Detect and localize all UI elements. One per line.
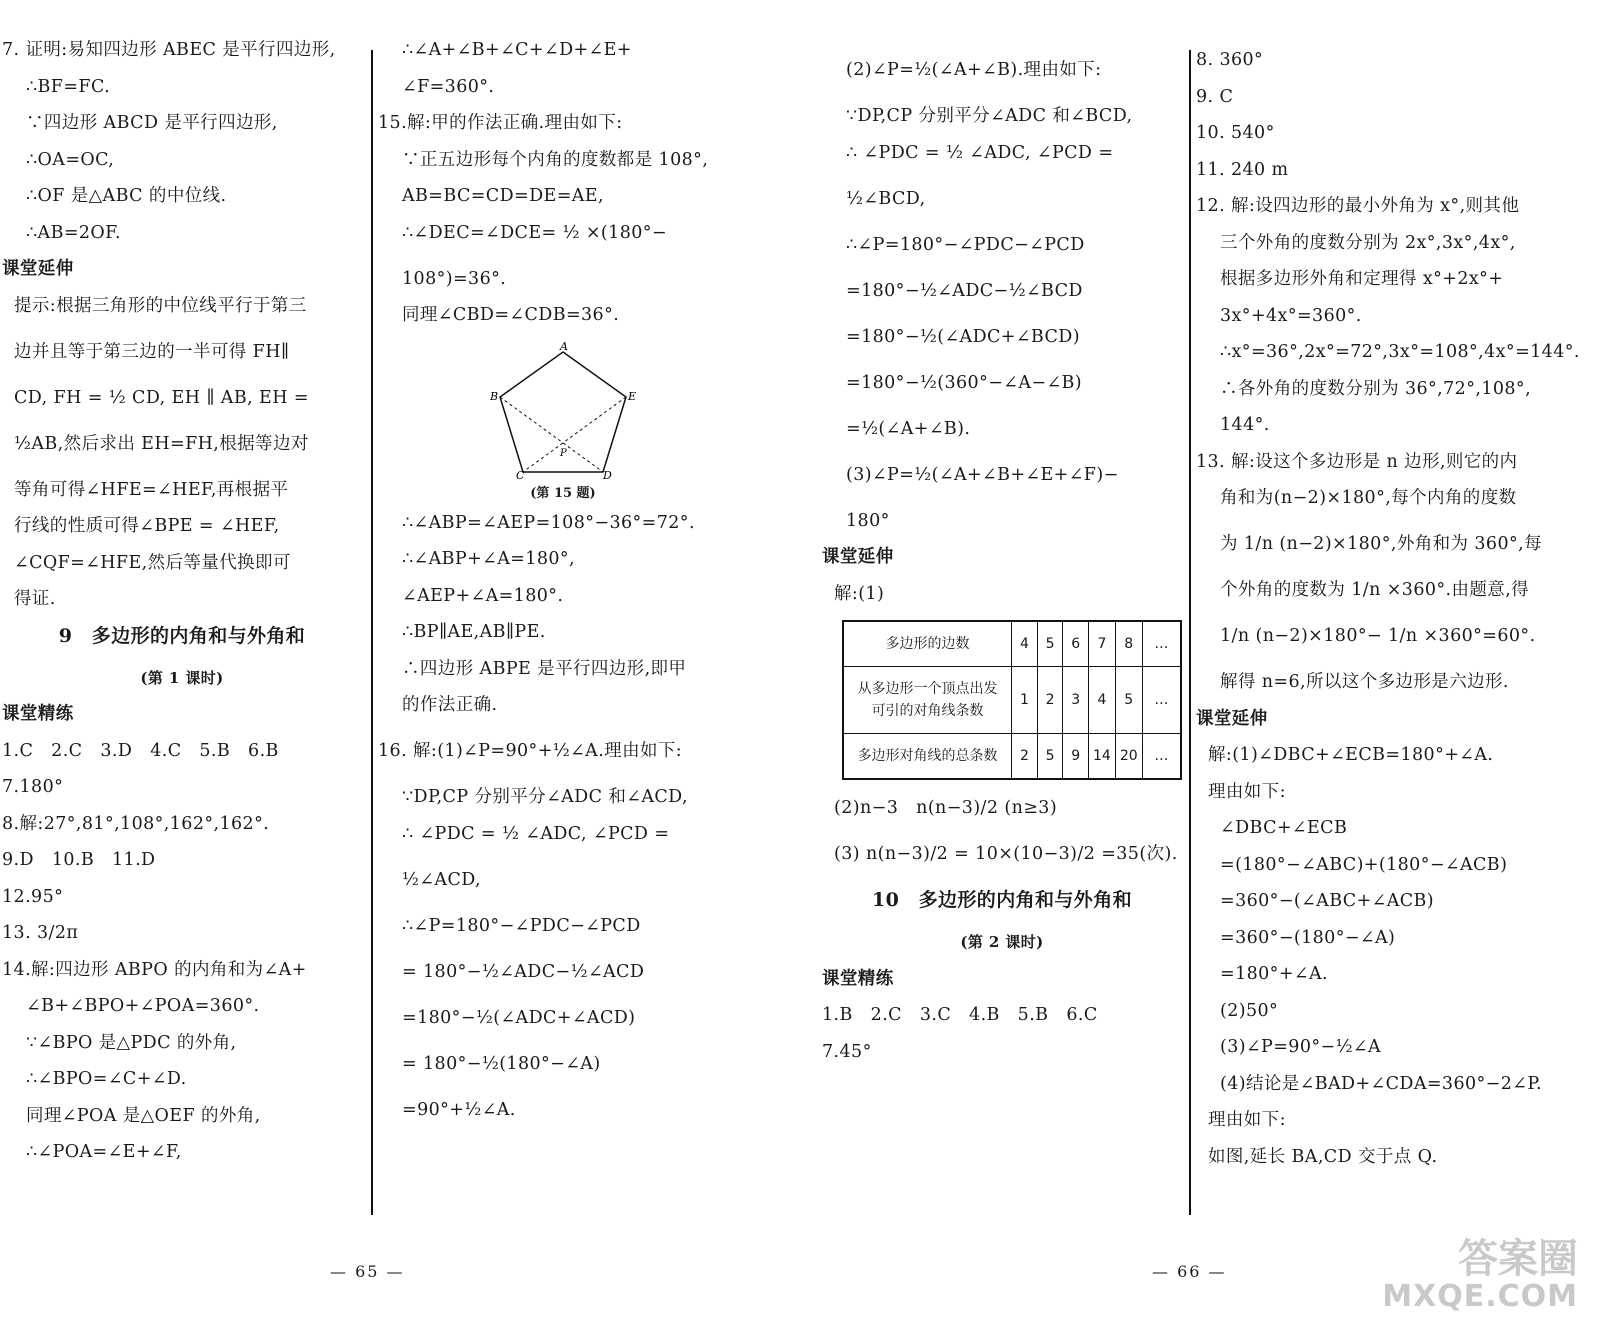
- text-line: ∠F=360°.: [402, 76, 495, 97]
- text-line: (4)结论是∠BAD+∠CDA=360°−2∠P.: [1220, 1073, 1542, 1094]
- label-d: D: [603, 468, 612, 480]
- text-line: =180°−½(∠ADC+∠ACD): [402, 1007, 636, 1028]
- text-line: ∴各外角的度数分别为 36°,72°,108°,: [1220, 378, 1532, 399]
- answer-line: 9. C: [1196, 86, 1234, 107]
- column-divider: [371, 50, 373, 1215]
- text-line: = 180°−½∠ADC−½∠ACD: [402, 961, 645, 982]
- section-heading: 课堂延伸: [822, 547, 894, 567]
- text-line: 同理∠CBD=∠CDB=36°.: [402, 305, 620, 325]
- text-line: 三个外角的度数分别为 2x°,3x°,4x°,: [1220, 232, 1516, 253]
- label-p: P: [560, 447, 567, 459]
- text-line: =(180°−∠ABC)+(180°−∠ACB): [1220, 854, 1508, 875]
- label-a: A: [560, 341, 568, 353]
- table-cell: …: [1142, 621, 1181, 667]
- text-line: (2)n−3 n(n−3)/2 (n≥3): [834, 798, 1058, 818]
- text-line: ∠CQF=∠HFE,然后等量代换即可: [14, 552, 291, 573]
- page-number-right: — 66 —: [1152, 1262, 1227, 1281]
- watermark-text: 答案圈: [1458, 1236, 1578, 1282]
- table-cell: 6: [1063, 621, 1089, 667]
- text-line: 13. 解:设这个多边形是 n 边形,则它的内: [1196, 451, 1518, 472]
- table-cell: 14: [1089, 734, 1116, 780]
- answer-line: 7.45°: [822, 1041, 872, 1062]
- label-b: B: [490, 389, 499, 403]
- text-line: 7. 证明:易知四边形 ABEC 是平行四边形,: [2, 40, 336, 60]
- text-line: ∵DP,CP 分别平分∠ADC 和∠BCD,: [846, 106, 1133, 126]
- answer-line: 8. 360°: [1196, 50, 1264, 70]
- text-line: ½∠BCD,: [846, 188, 926, 209]
- text-line: ∴BF=FC.: [26, 76, 111, 97]
- text-line: ∴∠ABP=∠AEP=108°−36°=72°.: [402, 512, 695, 533]
- text-line: 个外角的度数为 1/n ×360°.由题意,得: [1220, 580, 1530, 600]
- text-line: =360°−(∠ABC+∠ACB): [1220, 891, 1435, 911]
- column-4: [1196, 50, 1591, 1183]
- text-line: ∴∠POA=∠E+∠F,: [26, 1142, 182, 1162]
- text-line: 为 1/n (n−2)×180°,外角和为 360°,每: [1220, 534, 1543, 554]
- chapter-title: 9 多边形的内角和与外角和: [58, 624, 306, 647]
- text-line: 108°)=36°.: [402, 268, 507, 289]
- watermark: [1382, 1237, 1578, 1313]
- table-cell: 3: [1063, 667, 1089, 734]
- section-heading: 课堂精练: [822, 968, 894, 989]
- column-1: [2, 40, 362, 1179]
- answer-line: 10. 540°: [1196, 123, 1275, 143]
- text-line: ∴∠A+∠B+∠C+∠D+∠E+: [402, 40, 632, 60]
- lesson-subtitle: (第 2 课时): [960, 933, 1044, 951]
- table-cell: 2: [1012, 734, 1038, 780]
- text-line: 等角可得∠HFE=∠HEF,再根据平: [14, 479, 289, 500]
- table-cell: 7: [1089, 621, 1116, 667]
- watermark-url: MXQE.COM: [1382, 1279, 1578, 1314]
- text-line: (2)∠P=½(∠A+∠B).理由如下:: [846, 60, 1102, 80]
- text-line: ∠DBC+∠ECB: [1220, 818, 1348, 838]
- text-line: CD, FH = ½ CD, EH ∥ AB, EH =: [14, 387, 309, 408]
- text-line: 14.解:四边形 ABPO 的内角和为∠A+: [2, 959, 307, 980]
- text-line: =180°−½∠ADC−½∠BCD: [846, 280, 1083, 301]
- answer-line: 8.解:27°,81°,108°,162°,162°.: [2, 813, 270, 834]
- text-line: ∴x°=36°,2x°=72°,3x°=108°,4x°=144°.: [1220, 342, 1580, 362]
- header-line: 从多边形一个顶点出发: [857, 681, 998, 697]
- text-line: ∴∠DEC=∠DCE= ½ ×(180°−: [402, 222, 667, 243]
- text-line: 16. 解:(1)∠P=90°+½∠A.理由如下:: [378, 741, 683, 761]
- text-line: ∴∠BPO=∠C+∠D.: [26, 1069, 187, 1089]
- text-line: 同理∠POA 是△OEF 的外角,: [26, 1105, 261, 1126]
- text-line: ∴ ∠PDC = ½ ∠ADC, ∠PCD =: [846, 142, 1114, 163]
- table-cell: …: [1142, 667, 1181, 734]
- answer-line: 12.95°: [2, 886, 64, 907]
- text-line: (2)50°: [1220, 1000, 1279, 1021]
- text-line: =½(∠A+∠B).: [846, 418, 971, 439]
- chapter-title: 10 多边形的内角和与外角和: [871, 889, 1133, 911]
- dashed-line-bd: [500, 397, 603, 472]
- text-line: (3) n(n−3)/2 = 10×(10−3)/2 =35(次).: [834, 844, 1178, 864]
- table-cell: 8: [1115, 621, 1142, 667]
- text-line: ∴OF 是△ABC 的中位线.: [26, 186, 227, 206]
- text-line: ∴AB=2OF.: [26, 222, 121, 243]
- text-line: ∵四边形 ABCD 是平行四边形,: [26, 113, 278, 133]
- text-line: 如图,延长 BA,CD 交于点 Q.: [1208, 1146, 1438, 1167]
- text-line: ∵DP,CP 分别平分∠ADC 和∠ACD,: [402, 787, 688, 807]
- label-e: E: [628, 389, 637, 403]
- figure-caption: (第 15 题): [530, 485, 596, 501]
- text-line: ∴BP∥AE,AB∥PE.: [402, 622, 546, 642]
- text-line: ∴∠P=180°−∠PDC−∠PCD: [402, 915, 641, 936]
- text-line: ∴∠P=180°−∠PDC−∠PCD: [846, 234, 1085, 255]
- text-line: =90°+½∠A.: [402, 1099, 516, 1120]
- table-row: [843, 734, 1181, 780]
- lesson-subtitle: (第 1 课时): [140, 668, 224, 687]
- text-line: =180°−½(∠ADC+∠BCD): [846, 326, 1080, 347]
- text-line: ∵∠BPO 是△PDC 的外角,: [26, 1032, 237, 1053]
- text-line: =360°−(180°−∠A): [1220, 927, 1396, 948]
- text-line: 3x°+4x°=360°.: [1220, 305, 1362, 326]
- table-row: [843, 667, 1181, 734]
- text-line: =180°+∠A.: [1220, 964, 1328, 984]
- table-cell: 1: [1012, 667, 1038, 734]
- answer-line: 1.C 2.C 3.D 4.C 5.B 6.B: [2, 740, 279, 761]
- text-line: 144°.: [1220, 415, 1270, 435]
- table-header-cell: 多边形的边数: [843, 621, 1012, 667]
- page-number-left: — 65 —: [330, 1262, 405, 1281]
- text-line: AB=BC=CD=DE=AE,: [402, 186, 604, 206]
- text-line: 的作法正确.: [402, 695, 498, 715]
- text-line: ∵正五边形每个内角的度数都是 108°,: [402, 149, 709, 170]
- column-2: [378, 40, 748, 1136]
- text-line: 15.解:甲的作法正确.理由如下:: [378, 113, 623, 133]
- answer-line: 9.D 10.B 11.D: [2, 850, 156, 870]
- text-line: =180°−½(360°−∠A−∠B): [846, 372, 1082, 393]
- table-cell: 5: [1115, 667, 1142, 734]
- section-heading: 课堂延伸: [2, 259, 74, 279]
- label-c: C: [516, 468, 525, 480]
- column-3: [822, 60, 1182, 1078]
- figure-15-pentagon: [488, 342, 638, 480]
- text-line: = 180°−½(180°−∠A): [402, 1053, 601, 1074]
- polygon-diagonal-table: [842, 620, 1182, 780]
- text-line: 解:(1): [834, 583, 885, 604]
- table-cell: 5: [1037, 621, 1063, 667]
- table-cell: 2: [1037, 667, 1063, 734]
- text-line: ½AB,然后求出 EH=FH,根据等边对: [14, 433, 309, 454]
- table-cell: 4: [1089, 667, 1116, 734]
- table-header-cell: [843, 667, 1012, 734]
- table-cell: 20: [1115, 734, 1142, 780]
- answer-line: 7.180°: [2, 777, 64, 797]
- text-line: 180°: [846, 510, 890, 531]
- table-row: [843, 621, 1181, 667]
- text-line: 行线的性质可得∠BPE = ∠HEF,: [14, 516, 280, 536]
- text-line: ∴OA=OC,: [26, 149, 115, 170]
- text-line: ∠AEP+∠A=180°.: [402, 585, 564, 606]
- table-cell: 5: [1037, 734, 1063, 780]
- text-line: ½∠ACD,: [402, 869, 482, 890]
- text-line: 解:(1)∠DBC+∠ECB=180°+∠A.: [1208, 745, 1494, 765]
- text-line: 解得 n=6,所以这个多边形是六边形.: [1220, 672, 1509, 692]
- text-line: (3)∠P=½(∠A+∠B+∠E+∠F)−: [846, 464, 1119, 485]
- table-cell: …: [1142, 734, 1181, 780]
- answer-line: 11. 240 m: [1196, 159, 1289, 180]
- column-divider: [1189, 50, 1191, 1215]
- text-line: 角和为(n−2)×180°,每个内角的度数: [1220, 488, 1517, 508]
- header-line: 可引的对角线条数: [871, 703, 984, 719]
- text-line: 理由如下:: [1208, 781, 1286, 802]
- text-line: 12. 解:设四边形的最小外角为 x°,则其他: [1196, 196, 1520, 216]
- text-line: ∴四边形 ABPE 是平行四边形,即甲: [402, 658, 687, 679]
- text-line: ∴∠ABP+∠A=180°,: [402, 549, 576, 569]
- table-cell: 4: [1012, 621, 1038, 667]
- section-heading: 课堂精练: [2, 704, 74, 724]
- section-heading: 课堂延伸: [1196, 708, 1268, 729]
- text-line: ∠B+∠BPO+∠POA=360°.: [26, 996, 260, 1016]
- text-line: 理由如下:: [1208, 1110, 1286, 1130]
- table-header-cell: 多边形对角线的总条数: [843, 734, 1012, 780]
- text-line: 提示:根据三角形的中位线平行于第三: [14, 295, 307, 316]
- dashed-line-ec: [523, 397, 626, 472]
- answer-line: 1.B 2.C 3.C 4.B 5.B 6.C: [822, 1005, 1098, 1025]
- text-line: ∴ ∠PDC = ½ ∠ADC, ∠PCD =: [402, 823, 670, 844]
- answer-line: 13. 3/2π: [2, 923, 79, 943]
- table-cell: 9: [1063, 734, 1089, 780]
- text-line: 根据多边形外角和定理得 x°+2x°+: [1220, 269, 1504, 289]
- text-line: (3)∠P=90°−½∠A: [1220, 1037, 1382, 1057]
- text-line: 1/n (n−2)×180°− 1/n ×360°=60°.: [1220, 626, 1536, 646]
- text-line: 边并且等于第三边的一半可得 FH∥: [14, 341, 290, 362]
- text-line: 得证.: [14, 589, 56, 609]
